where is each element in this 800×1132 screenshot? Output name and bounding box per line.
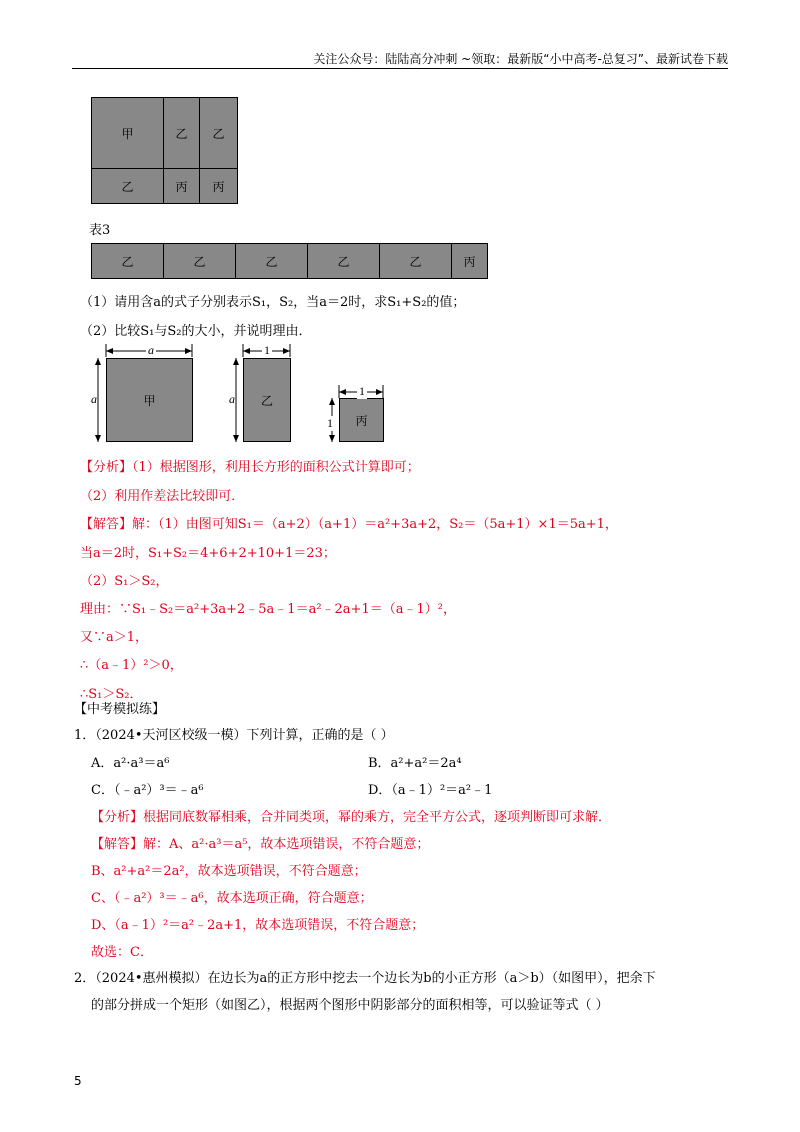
solution-line-4: 当a＝2时，S₁+S₂＝4+6+2+10+1＝23； (80, 546, 336, 561)
t3-cell-4: 乙 (307, 243, 380, 279)
square-jia-top-label: a (148, 343, 154, 357)
mcq2-line-1: 2．（2024•惠州模拟）在边长为a的正方形中挖去一个边长为b的小正方形（a＞b）（如图甲），把余下 (74, 971, 656, 986)
solution-line-7: 又∵a＞1， (80, 630, 149, 645)
square-bing-label: 丙 (355, 413, 368, 428)
cell-bing-2: 丙 (199, 168, 238, 204)
mcq1-analysis-2: 【解答】解：A、a²·a³＝a⁵，故本选项错误，不符合题意； (91, 837, 430, 852)
solution-line-3: 【解答】解：（1）由图可知S₁＝（a+2）（a+1）＝a²+3a+2，S₂＝（5a+1）×1＝5a+1， (80, 517, 618, 532)
mcq1-option-b: B．a²+a²＝2a⁴ (368, 756, 462, 771)
t3-cell-6: 丙 (451, 243, 488, 279)
mcq1-option-a: A．a²·a³＝a⁶ (91, 756, 170, 771)
section-title: 【中考模拟练】 (74, 702, 166, 717)
square-jia-label: 甲 (143, 393, 156, 408)
table3-label: 表3 (89, 223, 111, 238)
mcq1-option-d: D．（a﹣1）²＝a²﹣1 (368, 783, 493, 798)
mcq1-analysis-5: D、（a﹣1）²＝a²﹣2a+1，故本选项错误，不符合题意； (91, 918, 425, 933)
mcq1-analysis-3: B、a²+a²＝2a²，故本选项错误，不符合题意； (91, 864, 367, 879)
cell-bing-1: 丙 (163, 168, 200, 204)
t3-cell-2: 乙 (163, 243, 236, 279)
mcq2-line-2: 的部分拼成一个矩形（如图乙），根据两个图形中阴影部分的面积相等，可以验证等式（ ） (91, 998, 609, 1013)
page-header: 关注公众号：陆陆高分冲刺 ~领取：最新版“小中高考-总复习”、最新试卷下载 (313, 52, 728, 66)
mcq1-analysis-6: 故选：C． (91, 945, 153, 960)
rect-yi-side-label: a (229, 392, 235, 406)
solution-line-8: ∴（a﹣1）²＞0， (80, 658, 183, 673)
cell-yi-3: 乙 (91, 168, 164, 204)
square-bing-top-label: 1 (359, 384, 365, 398)
mcq1-stem: 1．（2024•天河区校级一模）下列计算，正确的是（ ） (74, 728, 394, 743)
rect-yi-label: 乙 (260, 393, 273, 408)
t3-cell-5: 乙 (379, 243, 452, 279)
cell-yi-2: 乙 (199, 97, 238, 169)
cell-yi-1: 乙 (163, 97, 200, 169)
mcq1-analysis-4: C、（﹣a²）³＝﹣a⁶，故本选项正确，符合题意； (91, 891, 373, 906)
square-bing-side-label: 1 (327, 416, 333, 430)
solution-line-5: （2）S₁＞S₂， (80, 574, 169, 589)
t3-cell-3: 乙 (235, 243, 308, 279)
solution-line-6: 理由：∵S₁﹣S₂＝a²+3a+2﹣5a﹣1＝a²﹣2a+1＝（a﹣1）²， (80, 602, 456, 617)
solution-line-1: 【分析】（1）根据图形，利用长方形的面积公式计算即可； (80, 460, 420, 475)
cell-jia: 甲 (91, 97, 164, 169)
question-2: （2）比较S₁与S₂的大小，并说明理由． (80, 324, 312, 339)
t3-cell-1: 乙 (91, 243, 164, 279)
question-1: （1）请用含a的式子分别表示S₁，S₂，当a＝2时，求S₁+S₂的值； (80, 295, 466, 310)
mcq1-analysis-1: 【分析】根据同底数幂相乘，合并同类项，幂的乘方，完全平方公式，逐项判断即可求解． (91, 810, 612, 825)
page-number: 5 (74, 1074, 82, 1088)
header-rule (72, 68, 728, 69)
rect-yi-top-label: 1 (264, 343, 270, 357)
solution-line-2: （2）利用作差法比较即可． (80, 489, 245, 504)
solution-line-9: ∴S₁＞S₂． (80, 687, 143, 702)
mcq1-option-c: C．（﹣a²）³＝﹣a⁶ (91, 783, 204, 798)
square-jia-side-label: a (91, 392, 97, 406)
